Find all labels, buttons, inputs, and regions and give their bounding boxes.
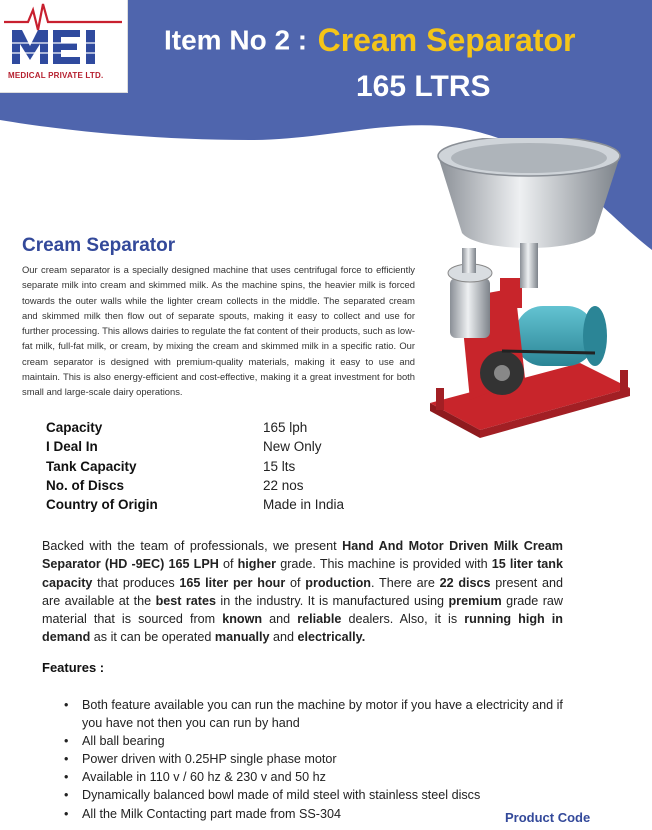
- page-heading: [164, 22, 575, 59]
- list-item: • All the Milk Contacting part made from SS-304: [64, 805, 564, 823]
- spec-label: Country of Origin: [46, 497, 158, 513]
- bullet-icon: •: [64, 734, 69, 749]
- product-details-paragraph: Backed with the team of professionals, we present Hand And Motor Driven Milk Cream Separator (HD -9EC) 165 LPH of higher grade. This machine is provided with 15 liter tank capacity that produces 165 liter per hour of production. There are 22 discs present and are available at the best rates in the industry. It is manufactured using premium grade raw material that is sourced from known and reliable dealers. Also, it is running high in demand as it can be operated manually and electrically.: [42, 539, 564, 645]
- section-title: Cream Separator: [22, 235, 176, 256]
- features-list: [64, 696, 564, 823]
- list-item: • Power driven with 0.25HP single phase motor: [64, 750, 564, 768]
- product-title: Cream Separator: [317, 22, 576, 58]
- product-code-label: Product Code: [505, 810, 591, 825]
- spec-value: Made in India: [263, 497, 345, 513]
- mei-logo-mark: [0, 0, 127, 70]
- bullet-icon: •: [64, 752, 69, 767]
- spec-value: New Only: [263, 439, 322, 455]
- capacity-subtitle: 165 LTRS: [356, 70, 491, 103]
- bullet-icon: •: [64, 770, 69, 785]
- company-logo: [0, 0, 128, 93]
- spec-value: 15 lts: [263, 458, 296, 474]
- list-item: • Dynamically balanced bowl made of mild steel with stainless steel discs: [64, 786, 564, 804]
- bullet-icon: •: [64, 788, 69, 803]
- spec-label: I Deal In: [46, 439, 98, 455]
- item-number: Item No 2 :: [164, 24, 308, 56]
- spec-label: Capacity: [46, 420, 103, 435]
- features-heading: Features :: [42, 660, 105, 675]
- logo-subtitle: MEDICAL PRIVATE LTD.: [8, 71, 104, 80]
- cream-separator-machine-image: [420, 138, 652, 438]
- spec-value: 22 nos: [263, 477, 304, 493]
- bullet-icon: •: [64, 698, 69, 712]
- spec-value: 165 lph: [263, 420, 308, 435]
- bullet-icon: •: [64, 806, 69, 821]
- spec-label: Tank Capacity: [46, 458, 137, 474]
- product-description: Our cream separator is a specially designed machine that uses centrifugal force to efficiently separate milk into cream and skimmed milk. As the machine spins, the heavier milk is forced towards the outer walls while the lighter cream collects in the middle. The separated cream and skimmed milk then flow out of separate spouts, making it easy to collect and use for further processing. This allows dairies to regulate the fat content of their products, such as low-fat milk, full-fat milk, or cream, by mixing the cream and skimmed milk in a specific ratio. Our cream separator is designed with premium-quality materials, making it easy to use and maintain. This is also energy-efficient and cost-effective, making it a great investment for both small and large-scale dairy operations.: [22, 264, 415, 398]
- list-item: • All ball bearing: [64, 732, 564, 750]
- spec-label: No. of Discs: [46, 477, 125, 493]
- list-item: • Available in 110 v / 60 hz & 230 v and 50 hz: [64, 768, 564, 786]
- list-item: • Both feature available you can run the machine by motor if you have a electricity and if you have not then you can run by hand: [64, 698, 563, 731]
